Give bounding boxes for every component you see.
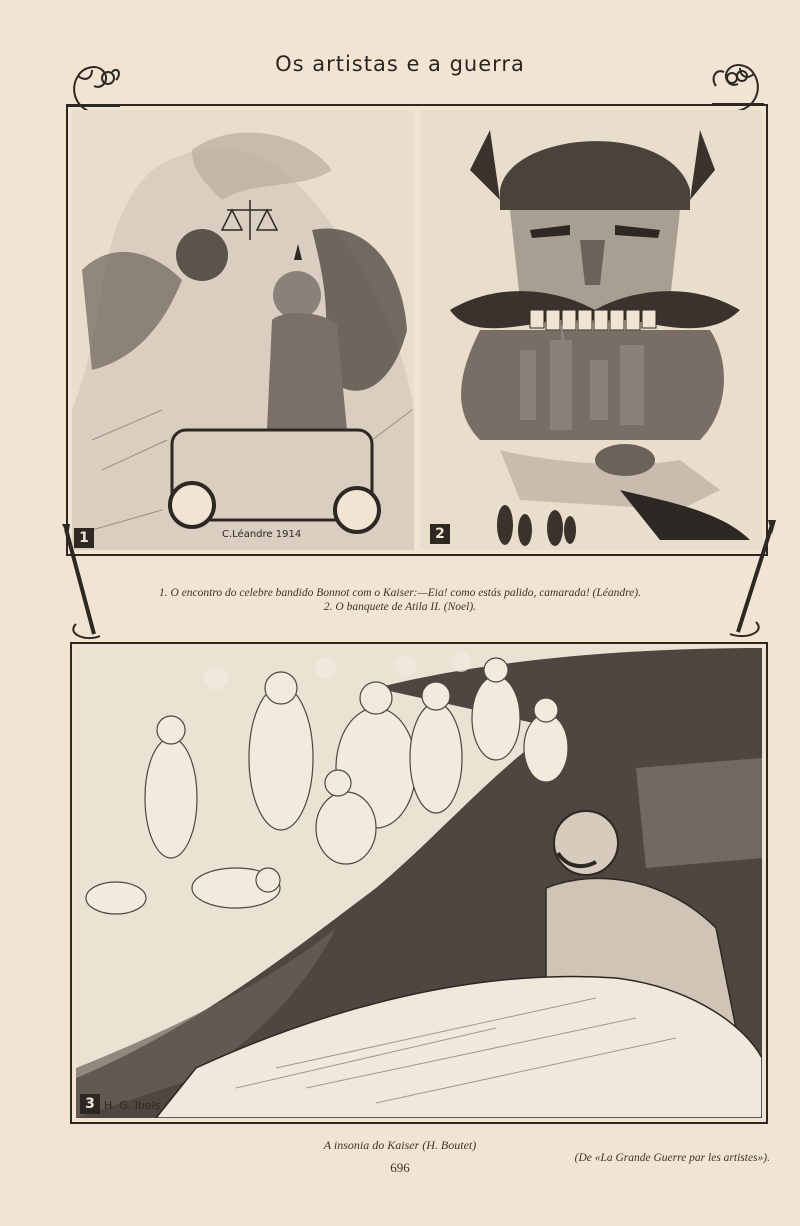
caption-source: (De «La Grande Guerre par les artistes»).	[574, 1152, 770, 1164]
caption-panel-1: 1. O encontro do celebre bandido Bonnot com o Kaiser:—Eia! como estás palido, camarada! (Léandre).	[159, 587, 641, 599]
illustration-kaiser-insomnia	[76, 648, 762, 1118]
illustration-panel-3	[76, 648, 762, 1118]
artist-signature: H. G. Ibels	[104, 1099, 161, 1112]
caption-panel-2: 2. O banquete de Atila II. (Noel).	[323, 601, 477, 613]
caption-panel-3: A insonia do Kaiser (H. Boutet)	[323, 1138, 477, 1152]
panel-number-badge: 2	[430, 524, 450, 544]
illustration-bonnot-kaiser	[72, 110, 414, 550]
page-number: 696	[390, 1160, 410, 1175]
page-title: Os artistas e a guerra	[275, 52, 525, 76]
panel-number-badge: 3	[80, 1094, 100, 1114]
pen-nib-icon	[722, 520, 778, 644]
illustration-atila-banquet	[420, 110, 762, 550]
pen-nib-icon	[56, 524, 106, 644]
illustration-panel-1	[72, 110, 414, 550]
artist-signature: C.Léandre 1914	[222, 529, 302, 540]
panel-number-badge: 1	[74, 528, 94, 548]
illustration-panel-2	[420, 110, 762, 550]
